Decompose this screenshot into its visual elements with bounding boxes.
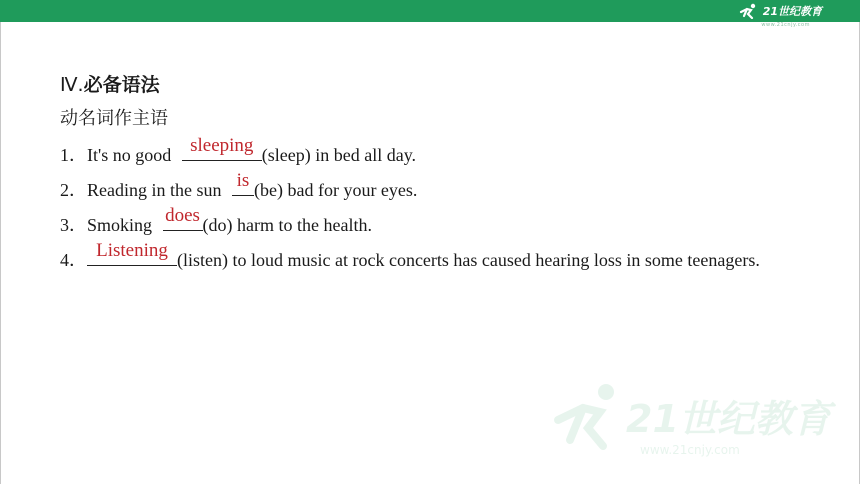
item-text-before: It's no good	[87, 145, 176, 165]
item-text-before: Reading in the sun	[87, 180, 226, 200]
exercise-item-4	[60, 240, 760, 272]
brand-logo	[738, 2, 822, 20]
section-heading: 必备语法	[83, 74, 160, 96]
item-text-before: Smoking	[87, 215, 157, 235]
item-text-after: (be) bad for your eyes.	[253, 180, 418, 200]
exercise-item-1	[60, 135, 417, 167]
runner-icon	[738, 3, 760, 19]
answer-text: Listening	[96, 240, 168, 261]
grammar-topic: 动名词作主语	[60, 108, 168, 129]
watermark-graphic	[548, 380, 838, 460]
watermark-logo	[548, 380, 838, 465]
logo-text: 21世纪教育	[762, 5, 822, 18]
item-number: 3．	[60, 215, 87, 235]
answer-blank	[182, 135, 262, 161]
slide-border-left	[0, 22, 1, 484]
exercise-item-3	[60, 205, 372, 237]
header-bar	[0, 0, 860, 22]
watermark-text: 21世纪教育	[626, 397, 831, 441]
answer-blank	[163, 205, 203, 231]
answer-text: sleeping	[190, 135, 254, 156]
watermark-url: www.21cnjy.com	[640, 443, 740, 457]
answer-blank	[232, 170, 254, 196]
item-number: 1．	[60, 145, 87, 165]
answer-text: does	[165, 205, 200, 226]
logo-url: www.21cnjy.com	[761, 22, 810, 28]
answer-text: is	[236, 170, 250, 191]
section-dot: .	[77, 74, 84, 96]
item-text-after: (do) harm to the health.	[202, 215, 372, 235]
section-number: Ⅳ	[60, 75, 78, 96]
item-number: 2．	[60, 180, 87, 200]
answer-blank	[87, 240, 177, 266]
exercise-item-2	[60, 170, 418, 202]
item-number: 4．	[60, 250, 87, 270]
section-title	[60, 70, 160, 97]
item-text-after: (listen) to loud music at rock concerts has caused hearing loss in some teenagers.	[177, 250, 760, 270]
item-text-after: (sleep) in bed all day.	[261, 145, 417, 165]
